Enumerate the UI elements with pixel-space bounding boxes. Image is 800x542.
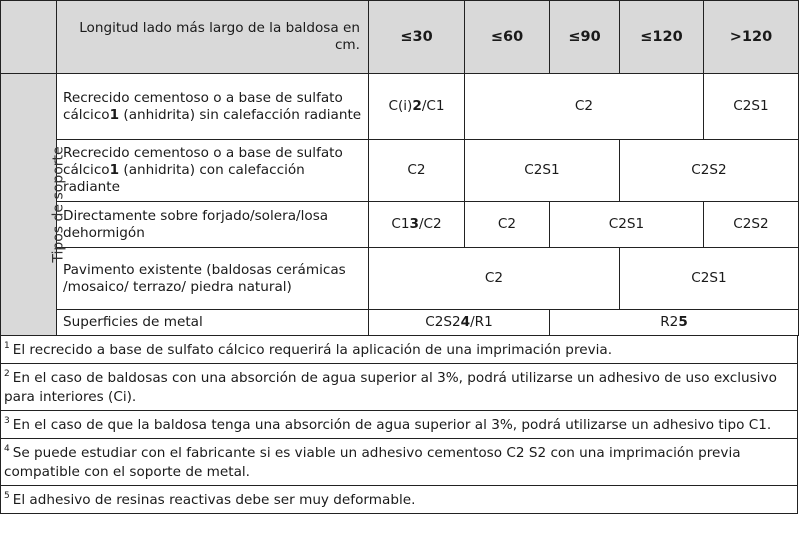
table-cell: R25 [550,310,799,336]
column-header: ≤120 [620,1,704,74]
table-cell: C2S1 [550,202,704,248]
table-cell: C2S1 [704,74,799,140]
table-cell: C2S1 [620,248,799,310]
row-description: Directamente sobre forjado/solera/losa dehormigón [57,202,369,248]
footnote: $^3$ En el caso de que la baldosa tenga una absorción de agua superior al 3%, podrá utilizarse un adhesivo tipo C1. [1,410,797,438]
table-cell: C2 [465,202,550,248]
table-cell: C2S24/R1 [369,310,550,336]
table-row [1,310,799,336]
header-corner [1,1,57,74]
support-types-label: Tipos de soporte [1,74,57,336]
table-row [1,248,799,310]
table-row [1,74,799,140]
row-description: Pavimento existente (baldosas cerámicas /mosaico/ terrazo/ piedra natural) [57,248,369,310]
table-cell: C2S1 [465,140,620,202]
table-row [1,202,799,248]
footnote: $^5$ El adhesivo de resinas reactivas debe ser muy deformable. [1,485,797,513]
row-description: Recrecido cementoso o a base de sulfato cálcico1 (anhidrita) sin calefacción radiante [57,74,369,140]
column-header: ≤30 [369,1,465,74]
table-cell: C(i)2/C1 [369,74,465,140]
table-cell: C2 [465,74,704,140]
header-label: Longitud lado más largo de la baldosa en cm. [57,1,369,74]
footnote: $^1$ El recrecido a base de sulfato cálcico requerirá la aplicación de una imprimación previa. [4,341,613,358]
footnote: $^2$ En el caso de baldosas con una absorción de agua superior al 3%, podrá utilizarse un adhesivo de uso exclusivo para interiores (Ci). [1,363,797,410]
table-row [1,140,799,202]
row-description: Recrecido cementoso o a base de sulfato cálcico1 (anhidrita) con calefacción radiante [57,140,369,202]
row-description: Superficies de metal [57,310,369,336]
column-header: ≤60 [465,1,550,74]
header-row [1,1,799,74]
column-header: >120 [704,1,799,74]
column-header: ≤90 [550,1,620,74]
footnote: $^4$ Se puede estudiar con el fabricante si es viable un adhesivo cementoso C2 S2 con una imprimación previa compatible con el soporte de metal. [1,438,797,485]
footnotes [0,336,798,514]
table-cell: C2 [369,140,465,202]
table-cell: C2 [369,248,620,310]
table-cell: C2S2 [704,202,799,248]
table-cell: C13/C2 [369,202,465,248]
table-cell: C2S2 [620,140,799,202]
